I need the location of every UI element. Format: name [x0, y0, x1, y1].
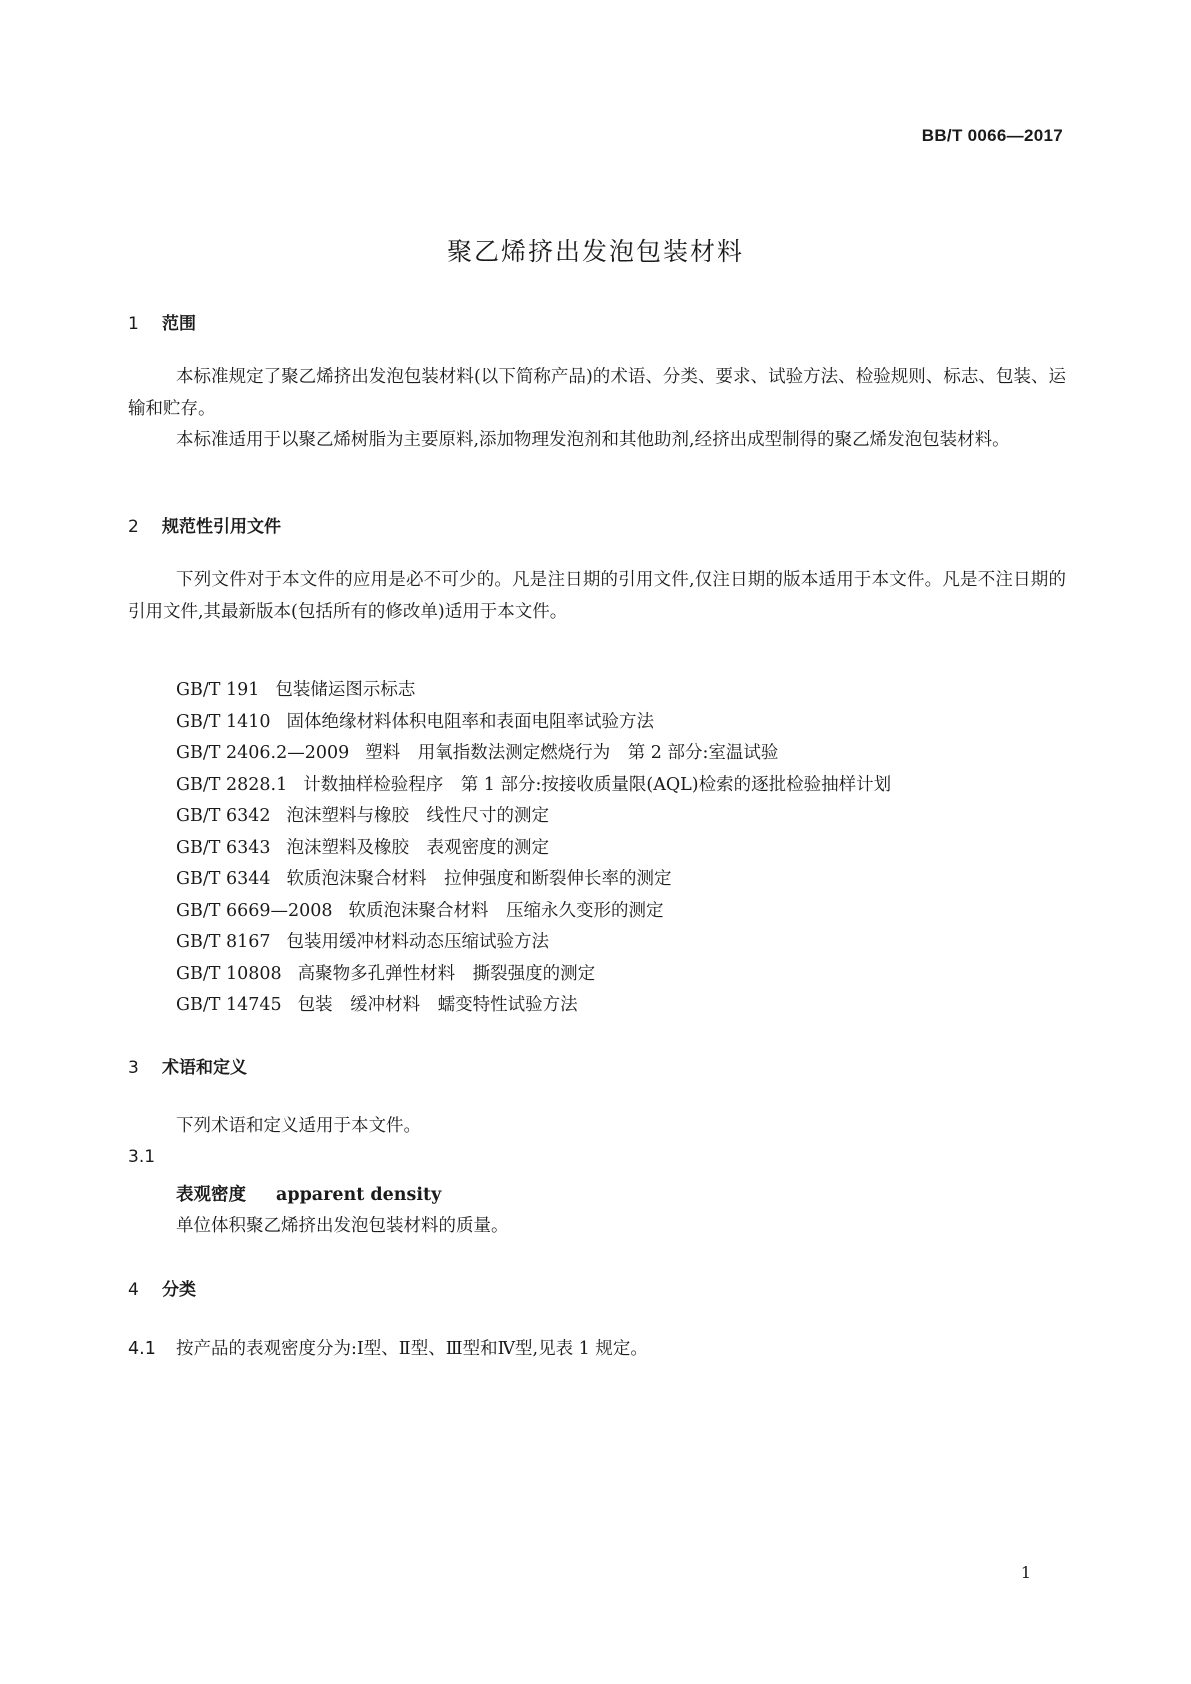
section-heading-normative-references [128, 512, 281, 537]
reference-code: GB/T 1410 [176, 711, 271, 732]
reference-code: GB/T 6343 [176, 837, 271, 858]
reference-code: GB/T 6344 [176, 869, 271, 889]
reference-title: 软质泡沫聚合材料 压缩永久变形的测定 [348, 900, 664, 921]
reference-title: 泡沫塑料与橡胶 线性尺寸的测定 [286, 806, 550, 826]
reference-title: 固体绝缘材料体积电阻率和表面电阻率试验方法 [286, 711, 655, 732]
section-title: 规范性引用文件 [162, 517, 281, 537]
references-intro: 下列文件对于本文件的应用是必不可少的。凡是注日期的引用文件,仅注日期的版本适用于本文件。凡是不注日期的引用文件,其最新版本(包括所有的修改单)适用于本文件。 [128, 570, 1066, 622]
term-entry [176, 1181, 441, 1206]
reference-title: 计数抽样检验程序 第 1 部分:按接收质量限(AQL)检索的逐批检验抽样计划 [303, 774, 892, 795]
reference-item [176, 707, 891, 739]
standard-code: BB/T 0066—2017 [921, 126, 1063, 145]
reference-code: GB/T 6669—2008 [176, 900, 333, 921]
reference-code: GB/T 2406.2—2009 [176, 743, 350, 763]
section-number: 2 [128, 517, 139, 537]
reference-item [176, 738, 891, 770]
reference-title: 包装 缓冲材料 蠕变特性试验方法 [297, 995, 578, 1015]
section-title: 术语和定义 [162, 1058, 247, 1078]
reference-code: GB/T 191 [176, 680, 260, 700]
reference-code: GB/T 8167 [176, 932, 271, 952]
clause-text: 按产品的表观密度分为:Ⅰ型、Ⅱ型、Ⅲ型和Ⅳ型,见表 1 规定。 [176, 1339, 648, 1359]
reference-code: GB/T 2828.1 [176, 774, 288, 795]
section-heading-classification [128, 1275, 196, 1300]
section-heading-terms [128, 1053, 247, 1078]
reference-code: GB/T 10808 [176, 963, 282, 984]
section-number: 3 [128, 1058, 139, 1078]
term-definition: 单位体积聚乙烯挤出发泡包装材料的质量。 [176, 1216, 509, 1236]
reference-item [176, 927, 891, 959]
reference-item [176, 896, 891, 928]
section-title: 范围 [162, 314, 196, 334]
reference-code: GB/T 14745 [176, 995, 282, 1015]
term-english: apparent density [276, 1185, 442, 1205]
reference-title: 高聚物多孔弹性材料 撕裂强度的测定 [297, 963, 596, 984]
reference-code: GB/T 6342 [176, 806, 271, 826]
reference-title: 包装用缓冲材料动态压缩试验方法 [286, 932, 550, 952]
section-heading-scope [128, 309, 196, 334]
scope-paragraph-2: 本标准适用于以聚乙烯树脂为主要原料,添加物理发泡剂和其他助剂,经挤出成型制得的聚乙烯发泡包装材料。 [176, 430, 1010, 450]
reference-item [176, 801, 891, 833]
reference-item [176, 959, 891, 991]
term-chinese: 表观密度 [176, 1185, 246, 1205]
term-number: 3.1 [128, 1147, 156, 1167]
terms-intro: 下列术语和定义适用于本文件。 [176, 1116, 421, 1136]
document-title: 聚乙烯挤出发泡包装材料 [446, 237, 744, 266]
reference-title: 泡沫塑料及橡胶 表观密度的测定 [286, 837, 550, 858]
clause-4-1 [128, 1335, 648, 1360]
section-number: 4 [128, 1280, 139, 1300]
reference-list [176, 675, 891, 1022]
reference-title: 塑料 用氧指数法测定燃烧行为 第 2 部分:室温试验 [365, 743, 779, 763]
reference-title: 软质泡沫聚合材料 拉伸强度和断裂伸长率的测定 [286, 869, 672, 889]
reference-item [176, 864, 891, 896]
section-number: 1 [128, 314, 139, 334]
reference-item [176, 675, 891, 707]
scope-paragraph-1: 本标准规定了聚乙烯挤出发泡包装材料(以下简称产品)的术语、分类、要求、试验方法、检验规则、标志、包装、运输和贮存。 [128, 367, 1066, 419]
section-title: 分类 [162, 1280, 196, 1300]
reference-item [176, 990, 891, 1022]
reference-item [176, 770, 891, 802]
reference-title: 包装储运图示标志 [275, 680, 416, 700]
reference-item [176, 833, 891, 865]
clause-number: 4.1 [128, 1339, 156, 1359]
page-number: 1 [1020, 1563, 1031, 1582]
